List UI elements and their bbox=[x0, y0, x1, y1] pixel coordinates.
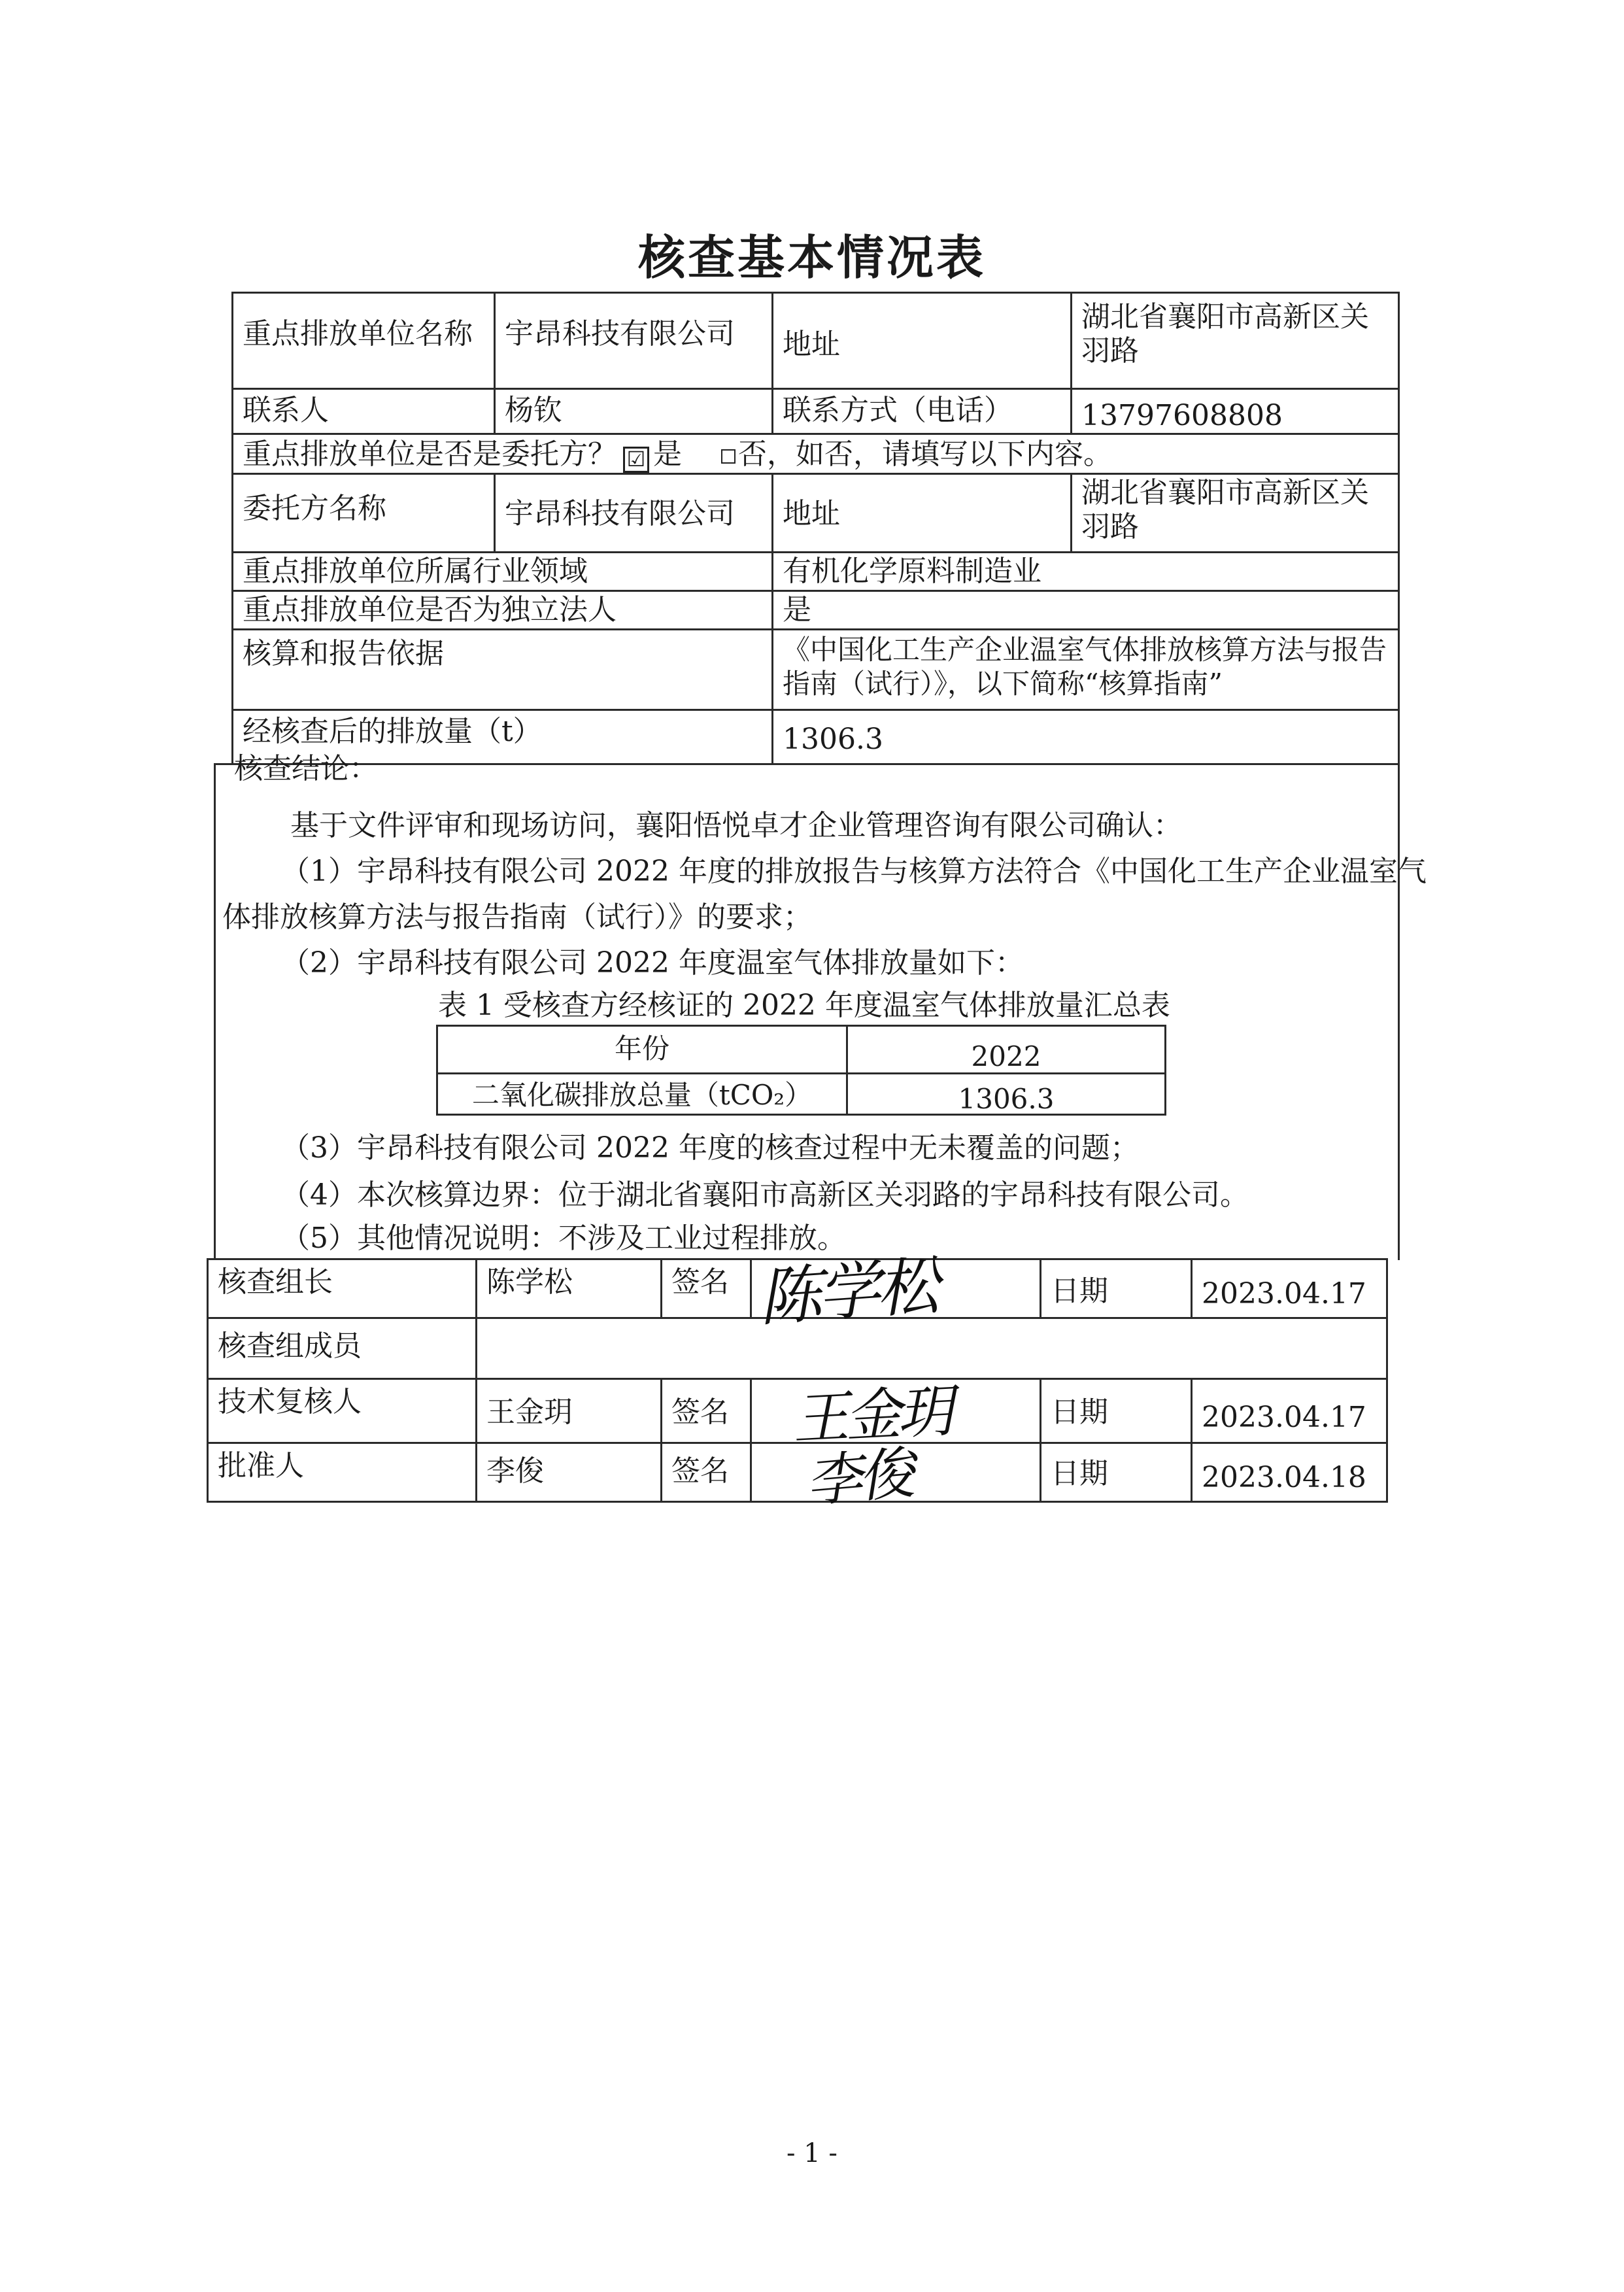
unit-name-label: 重点排放单位名称 bbox=[231, 292, 496, 390]
checked-checkbox-icon: ☑ bbox=[623, 447, 649, 473]
page-title: 核查基本情况表 bbox=[637, 230, 986, 285]
approver-date: 2023.04.18 bbox=[1191, 1442, 1388, 1503]
conclusion-item5: （5）其他情况说明：不涉及工业过程排放。 bbox=[281, 1222, 846, 1255]
reviewer-name: 王金玥 bbox=[475, 1378, 662, 1444]
conclusion-item1-line1: （1）宇昂科技有限公司 2022 年度的排放报告与核算方法符合《中国化工生产企业温室气 bbox=[281, 855, 1427, 888]
phone-label: 联系方式（电话） bbox=[771, 388, 1072, 435]
summary-row-label: 二氧化碳排放总量（tCO₂） bbox=[436, 1072, 848, 1116]
address-value: 湖北省襄阳市高新区关羽路 bbox=[1070, 292, 1400, 390]
basis-label: 核算和报告依据 bbox=[231, 628, 773, 711]
reviewer-signature: 王金玥 bbox=[790, 1378, 951, 1453]
summary-header-label: 年份 bbox=[436, 1025, 848, 1074]
reviewer-date-label: 日期 bbox=[1040, 1378, 1193, 1444]
conclusion-item2: （2）宇昂科技有限公司 2022 年度温室气体排放量如下： bbox=[281, 946, 1024, 980]
summary-header-value: 2022 bbox=[846, 1025, 1166, 1074]
client-label: 委托方名称 bbox=[231, 473, 496, 553]
legal-label: 重点排放单位是否为独立法人 bbox=[231, 590, 773, 630]
industry-label: 重点排放单位所属行业领域 bbox=[231, 551, 773, 592]
leader-name: 陈学松 bbox=[475, 1258, 662, 1319]
emission-value: 1306.3 bbox=[771, 709, 1400, 765]
conclusion-intro: 基于文件评审和现场访问，襄阳悟悦卓才企业管理咨询有限公司确认： bbox=[290, 809, 1182, 842]
reviewer-date: 2023.04.17 bbox=[1191, 1378, 1388, 1444]
contact-value: 杨钦 bbox=[494, 388, 773, 435]
conclusion-item3: （3）宇昂科技有限公司 2022 年度的核查过程中无未覆盖的问题； bbox=[281, 1131, 1139, 1165]
approver-signature: 李俊 bbox=[803, 1441, 913, 1515]
client-address-value: 湖北省襄阳市高新区关羽路 bbox=[1070, 473, 1400, 553]
industry-value: 有机化学原料制造业 bbox=[771, 551, 1400, 592]
approver-sign-label: 签名 bbox=[660, 1442, 752, 1503]
unit-name-value: 宇昂科技有限公司 bbox=[494, 292, 773, 390]
conclusion-item1-line2: 体排放核算方法与报告指南（试行）》的要求； bbox=[222, 900, 812, 934]
members-label: 核查组成员 bbox=[207, 1317, 477, 1380]
conclusion-item4: （4）本次核算边界：位于湖北省襄阳市高新区关羽路的宇昂科技有限公司。 bbox=[281, 1178, 1249, 1212]
address-label: 地址 bbox=[771, 292, 1072, 390]
approver-name: 李俊 bbox=[475, 1442, 662, 1503]
leader-date-label: 日期 bbox=[1040, 1258, 1193, 1319]
reviewer-sign-label: 签名 bbox=[660, 1378, 752, 1444]
approver-label: 批准人 bbox=[207, 1442, 477, 1503]
no-label: 否，如否，请填写以下内容。 bbox=[738, 437, 1112, 471]
leader-label: 核查组长 bbox=[207, 1258, 477, 1319]
leader-signature: 陈学松 bbox=[756, 1249, 938, 1335]
summary-row-value: 1306.3 bbox=[846, 1072, 1166, 1116]
client-value: 宇昂科技有限公司 bbox=[494, 473, 773, 553]
emission-label: 经核查后的排放量（t） bbox=[231, 709, 773, 765]
phone-value: 13797608808 bbox=[1070, 388, 1400, 435]
page-number: - 1 - bbox=[787, 2138, 837, 2168]
leader-date: 2023.04.17 bbox=[1191, 1258, 1388, 1319]
approver-date-label: 日期 bbox=[1040, 1442, 1193, 1503]
legal-value: 是 bbox=[771, 590, 1400, 630]
conclusion-heading: 核查结论： bbox=[234, 752, 378, 785]
entrusted-question: 重点排放单位是否是委托方？ bbox=[243, 437, 617, 471]
leader-sign-label: 签名 bbox=[660, 1258, 752, 1319]
table-caption: 表 1 受核查方经核证的 2022 年度温室气体排放量汇总表 bbox=[438, 989, 1170, 1022]
reviewer-label: 技术复核人 bbox=[207, 1378, 477, 1444]
basis-value: 《中国化工生产企业温室气体排放核算方法与报告指南（试行）》，以下简称“核算指南” bbox=[771, 628, 1400, 711]
client-address-label: 地址 bbox=[771, 473, 1072, 553]
contact-label: 联系人 bbox=[231, 388, 496, 435]
yes-label: 是 bbox=[653, 437, 682, 471]
